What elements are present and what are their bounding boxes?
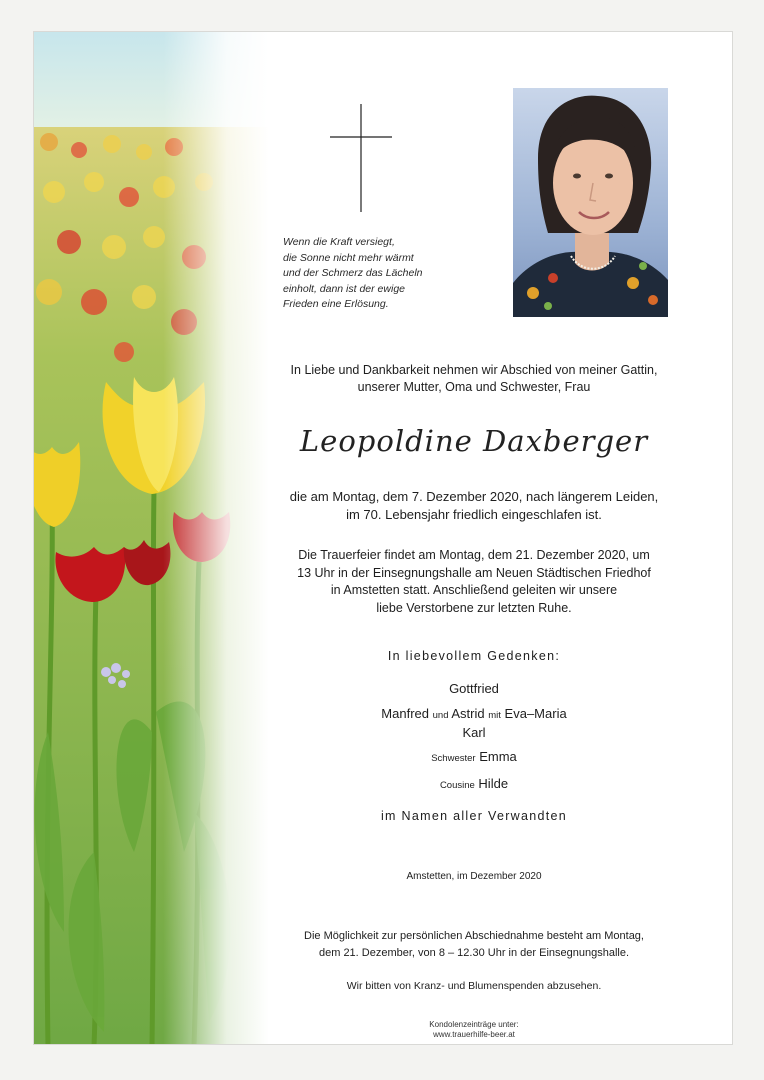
viewing-info (234, 928, 714, 961)
conjunction-and: und (432, 710, 449, 721)
death-line: die am Montag, dem 7. Dezember 2020, nach längerem Leiden, (289, 489, 659, 504)
cross-icon (330, 104, 392, 214)
funeral-line: liebe Verstorbene zur letzten Ruhe. (376, 600, 572, 615)
viewing-line: dem 21. Dezember, von 8 – 12.30 Uhr in der Einsegnungshalle. (318, 946, 630, 959)
mourner-spouse: Gottfried (449, 681, 499, 696)
wreath-note: Wir bitten von Kranz- und Blumenspenden abzusehen. (346, 980, 602, 992)
relatives-line: im Namen aller Verwandten (380, 809, 568, 823)
mourner-child-2: Karl (462, 725, 486, 740)
mourner-child-partner: Astrid (451, 706, 485, 721)
mourner-sister: Emma (479, 749, 517, 764)
mourner-sister-line (234, 747, 714, 769)
funeral-info (234, 547, 714, 617)
deceased-name: Leopoldine Daxberger (299, 424, 649, 458)
side-fade (34, 32, 269, 1044)
condolence-label: Kondolenzeinträge unter: (429, 1020, 519, 1029)
poem-line: Frieden eine Erlösung. (283, 298, 389, 310)
place-date: Amstetten, im Dezember 2020 (406, 871, 542, 882)
poem (283, 235, 523, 313)
poem-line: und der Schmerz das Lächeln (283, 267, 423, 279)
death-line: im 70. Lebensjahr friedlich eingeschlafen ist. (346, 507, 602, 522)
cousin-label: Cousine (439, 780, 475, 791)
condolence-link[interactable]: www.trauerhilfe-beer.at (433, 1030, 515, 1039)
mourner-child: Manfred (381, 706, 429, 721)
sister-label: Schwester (431, 753, 476, 764)
mourner-cousin: Hilde (478, 776, 509, 791)
funeral-line: Die Trauerfeier findet am Montag, dem 21. Dezember 2020, um (298, 548, 650, 562)
viewing-line: Die Möglichkeit zur persönlichen Abschiednahme besteht am Montag, (304, 930, 644, 942)
funeral-line: 13 Uhr in der Einsegnungshalle am Neuen Städtischen Friedhof (297, 565, 651, 580)
memory-heading: In liebevollem Gedenken: (387, 649, 561, 663)
poem-line: Wenn die Kraft versiegt, (283, 236, 395, 248)
mourner-grandchild: Eva–Maria (504, 706, 567, 721)
poem-line: die Sonne nicht mehr wärmt (283, 251, 414, 264)
death-notice (234, 488, 714, 524)
poem-line: einholt, dann ist der ewige (283, 282, 405, 295)
portrait-photo (513, 88, 668, 317)
intro-line: In Liebe und Dankbarkeit nehmen wir Abschied von meiner Gattin, (290, 363, 658, 377)
funeral-line: in Amstetten statt. Anschließend geleiten wir unsere (330, 583, 618, 597)
condolence-info (234, 1020, 714, 1040)
obituary-card (33, 31, 733, 1045)
mourner-cousin-line (234, 774, 714, 796)
intro-line: unserer Mutter, Oma und Schwester, Frau (357, 380, 591, 394)
conjunction-with: mit (488, 710, 501, 721)
intro-text (234, 362, 714, 396)
